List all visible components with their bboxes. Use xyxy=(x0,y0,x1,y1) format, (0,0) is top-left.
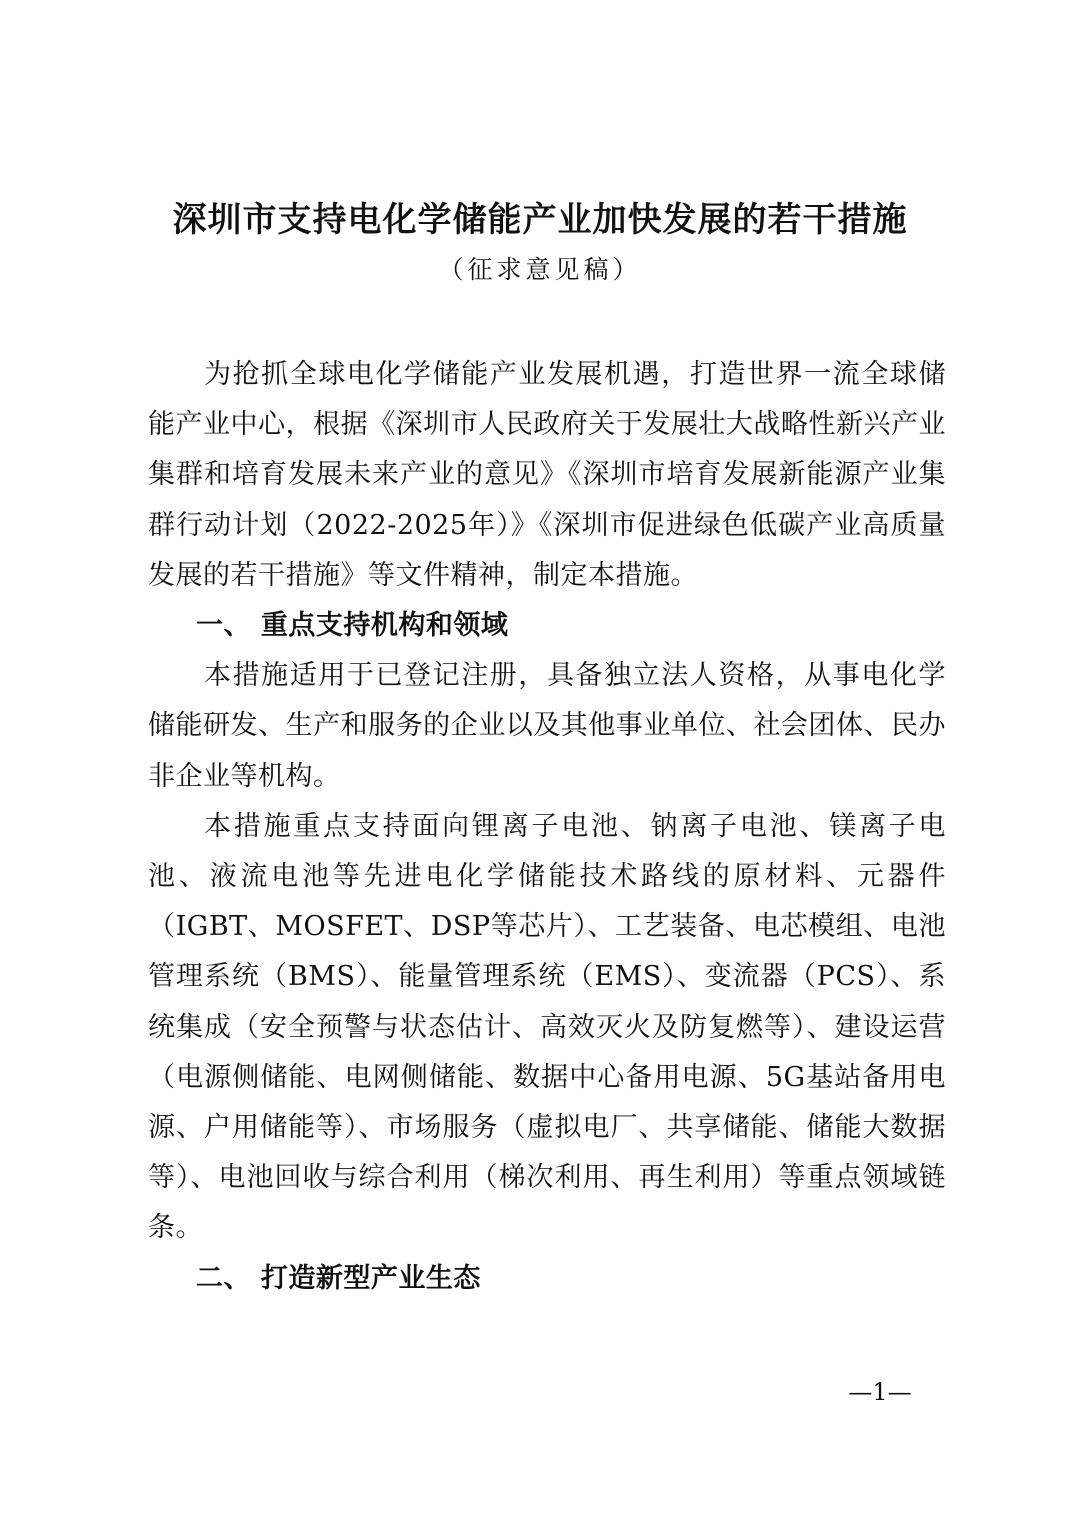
document-subtitle: （征求意见稿） xyxy=(438,255,642,284)
page-number: —1— xyxy=(848,1378,912,1406)
section-heading-1: 一、 重点支持机构和领域 xyxy=(196,610,509,642)
section1-paragraph-2: 本措施重点支持面向锂离子电池、钠离子电池、镁离子电池、液流电池等先进电化学储能技术路线的原材料、元器件（IGBT、MOSFET、DSP等芯片）、工艺装备、电芯模组、电池管理系统（BMS）、能量管理系统（EMS）、变流器（PCS）、系统集成（安全预警与状态估计、高效灭火及防复燃等）、建设运营（电源侧储能、电网侧储能、数据中心备用电源、5G基站备用电源、户用储能等）、市场服务（虚拟电厂、共享储能、储能大数据等）、电池回收与综合利用（梯次利用、再生利用）等重点领域链条。 xyxy=(148,810,946,1244)
document-body xyxy=(148,350,946,1304)
intro-paragraph: 为抢抓全球电化学储能产业发展机遇，打造世界一流全球储能产业中心，根据《深圳市人民政府关于发展壮大战略性新兴产业集群和培育发展未来产业的意见》《深圳市培育发展新能源产业集群行动计划（2022-2025年）》《深圳市促进绿色低碳产业高质量发展的若干措施》等文件精神，制定本措施。 xyxy=(148,359,946,591)
section1-paragraph-1: 本措施适用于已登记注册，具备独立法人资格，从事电化学储能研发、生产和服务的企业以及其他事业单位、社会团体、民办非企业等机构。 xyxy=(148,660,946,792)
section-heading-2: 二、 打造新型产业生态 xyxy=(196,1262,481,1294)
document-title: 深圳市支持电化学储能产业加快发展的若干措施 xyxy=(172,200,908,240)
